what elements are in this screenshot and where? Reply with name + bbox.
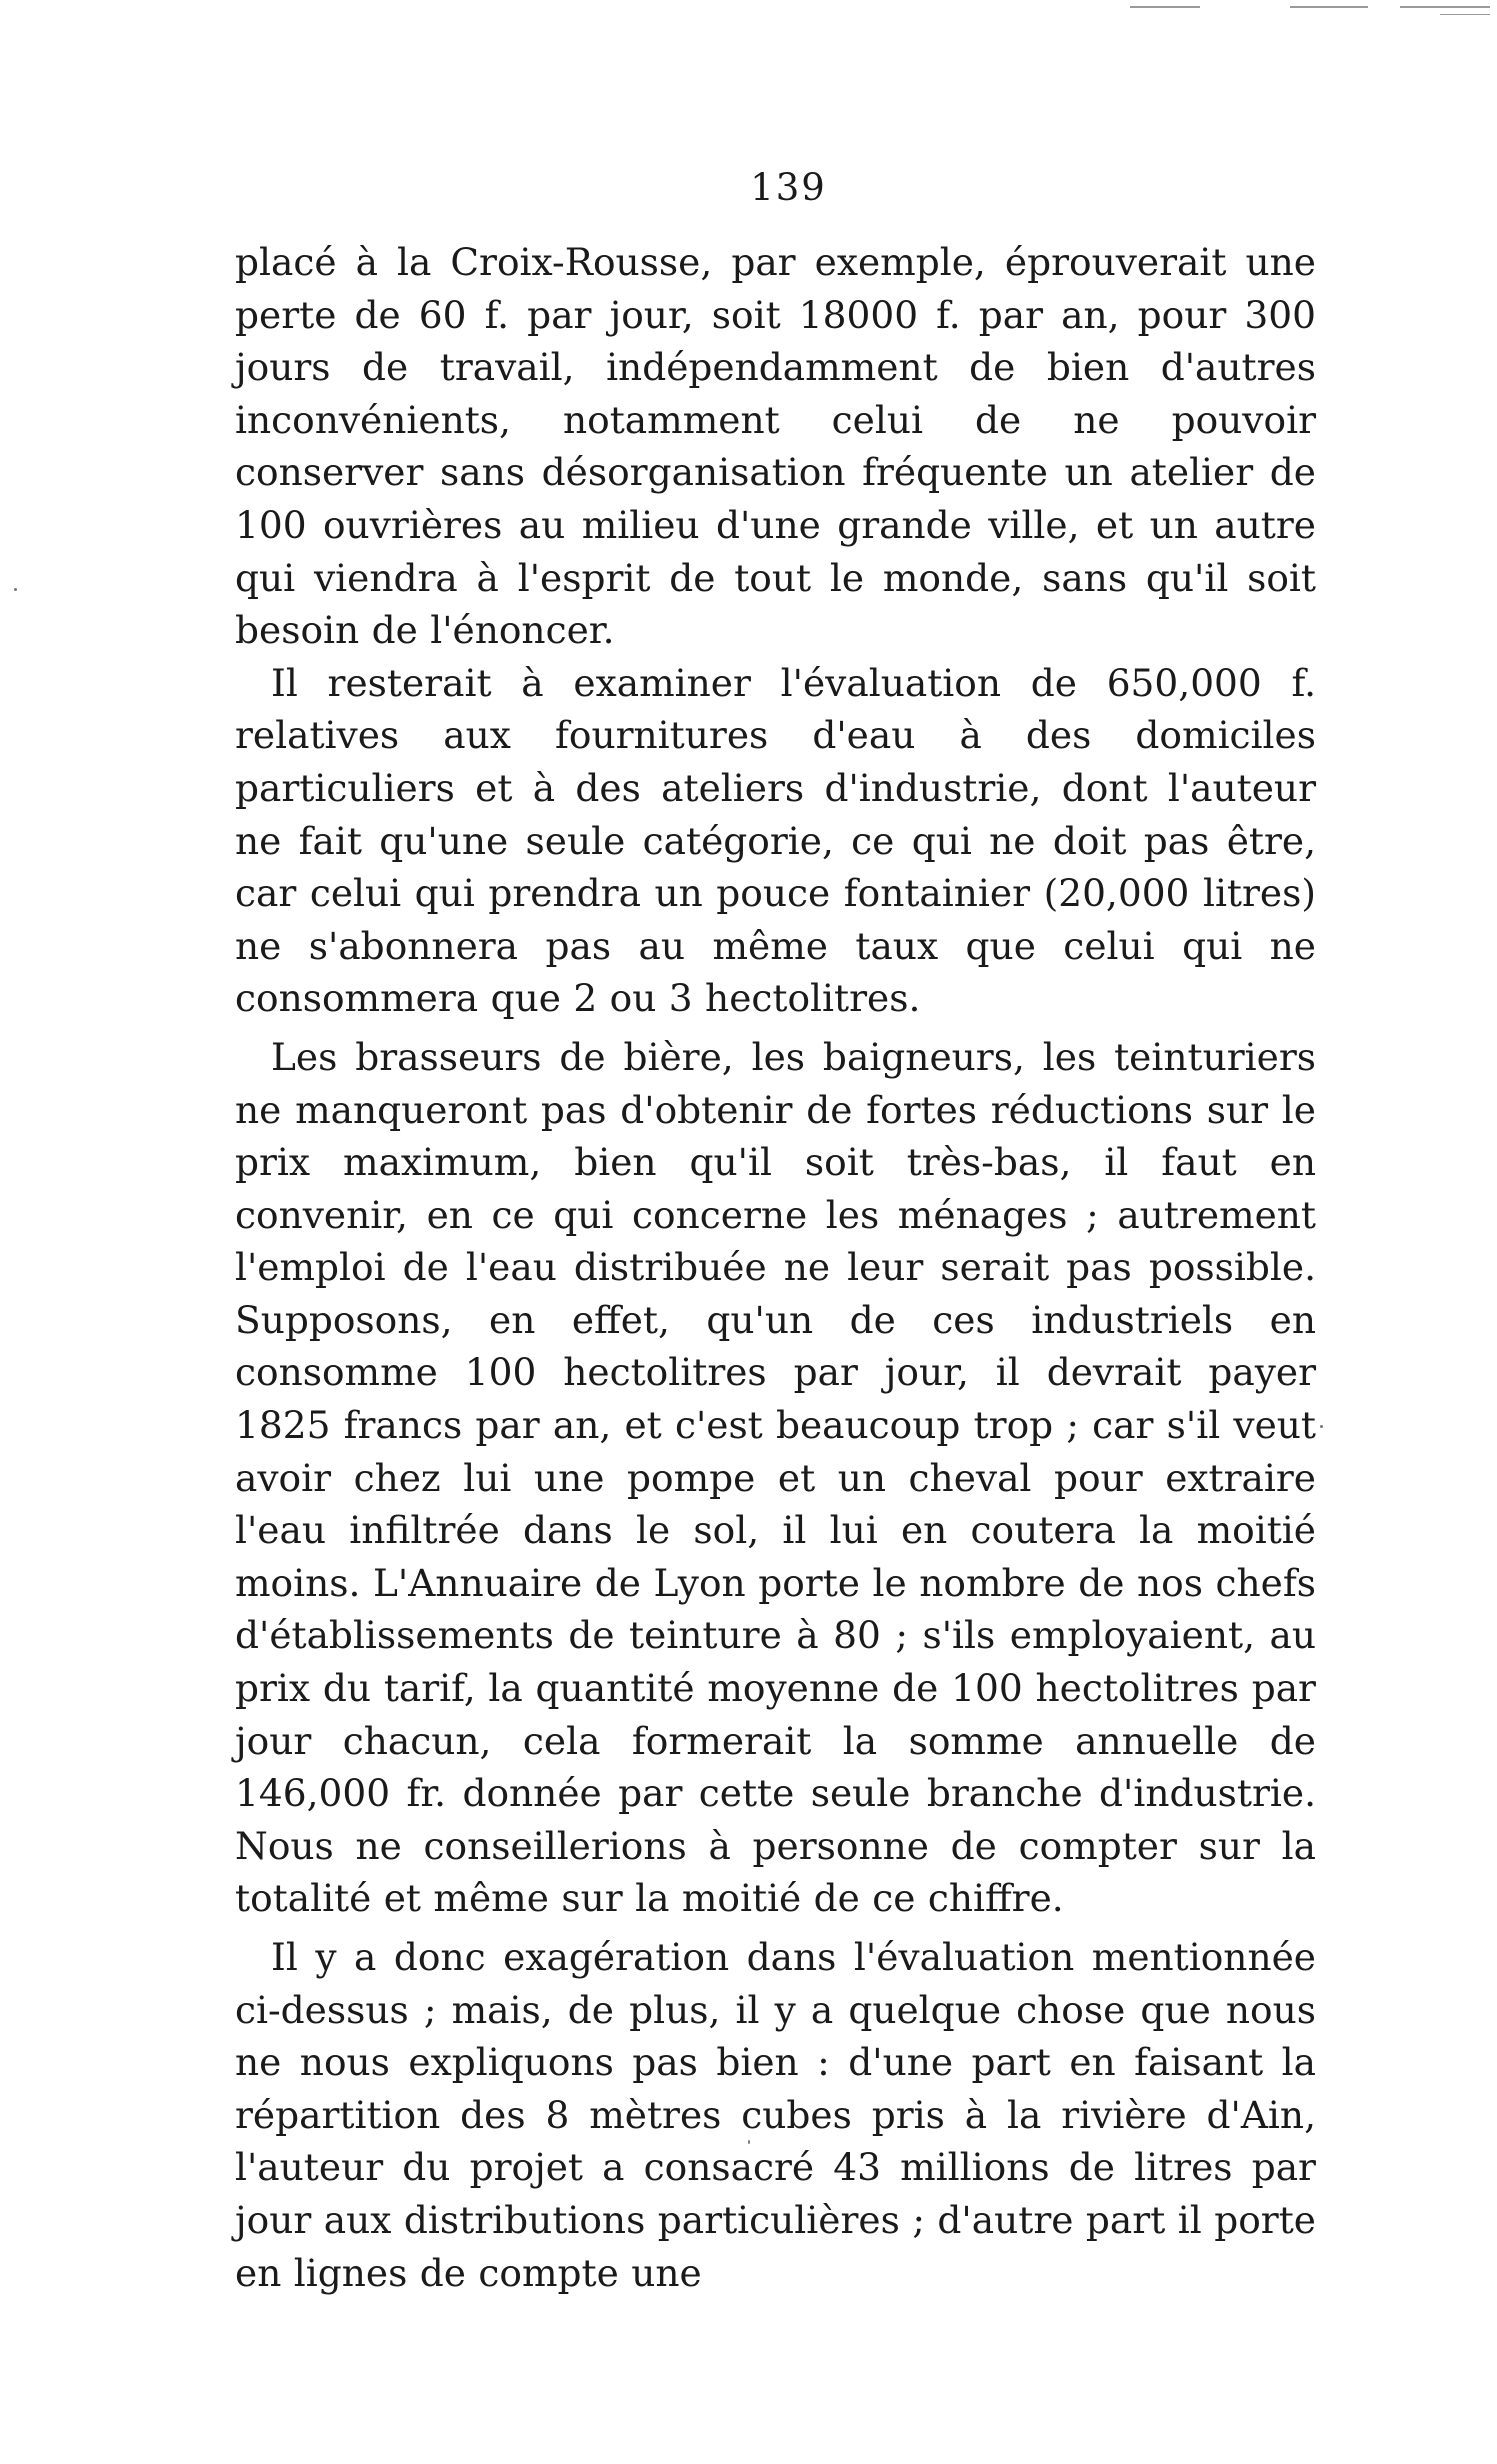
paragraph-4: Il y a donc exagération dans l'évaluation mentionnée ci-dessus ; mais, de plus, il y a quelque chose que nous ne nous expliquons pas bien : d'une part en faisant la répartition des 8 mètres cubes pris à la rivière d'Ain, l'auteur du projet a consacré 43 millions de litres par jour aux distributions particulières ; d'autre part il porte en lignes de compte une	[235, 1935, 1316, 2295]
body-text	[235, 236, 1316, 2299]
paragraph-3: Les brasseurs de bière, les baigneurs, les teinturiers ne manqueront pas d'obtenir de fortes réductions sur le prix maximum, bien qu'il soit très-bas, il faut en convenir, en ce qui concerne les ménages ; autrement l'emploi de l'eau distribuée ne leur serait pas possible. Supposons, en effet, qu'un de ces industriels en consomme 100 hectolitres par jour, il devrait payer 1825 francs par an, et c'est beaucoup trop ; car s'il veut avoir chez lui une pompe et un cheval pour extraire l'eau infiltrée dans le sol, il lui en coutera la moitié moins. L'Annuaire de Lyon porte le nombre de nos chefs d'établissements de teinture à 80 ; s'ils employaient, au prix du tarif, la quantité moyenne de 100 hectolitres par jour chacun, cela formerait la somme annuelle de 146,000 fr. donnée par cette seule branche d'industrie. Nous ne conseillerions à personne de compter sur la totalité et même sur la moitié de ce chiffre.	[235, 1034, 1316, 1921]
scan-edge-mark	[1130, 6, 1200, 8]
page-number: 139	[750, 166, 827, 209]
scan-speck	[14, 588, 17, 591]
paragraph-2: Il resterait à examiner l'évaluation de 650,000 f. relatives aux fournitures d'eau à des domiciles particuliers et à des ateliers d'industrie, dont l'auteur ne fait qu'une seule catégorie, ce qui ne doit pas être, car celui qui prendra un pouce fontainier (20,000 litres) ne s'abonnera pas au même taux que celui qui ne consommera que 2 ou 3 hectolitres.	[235, 660, 1316, 1021]
scan-edge-mark	[1400, 6, 1490, 8]
scan-edge-mark	[1440, 14, 1490, 15]
paragraph-1: placé à la Croix-Rousse, par exemple, éprouverait une perte de 60 f. par jour, soit 18000 f. par an, pour 300 jours de travail, indépendamment de bien d'autres inconvénients, notamment celui de ne pouvoir conserver sans désorganisation fréquente un atelier de 100 ouvrières au milieu d'une grande ville, et un autre qui viendra à l'esprit de tout le monde, sans qu'il soit besoin de l'énoncer.	[235, 240, 1316, 653]
scan-speck	[748, 2140, 750, 2144]
scan-edge-mark	[1290, 6, 1368, 8]
scan-speck	[1320, 1425, 1323, 1428]
